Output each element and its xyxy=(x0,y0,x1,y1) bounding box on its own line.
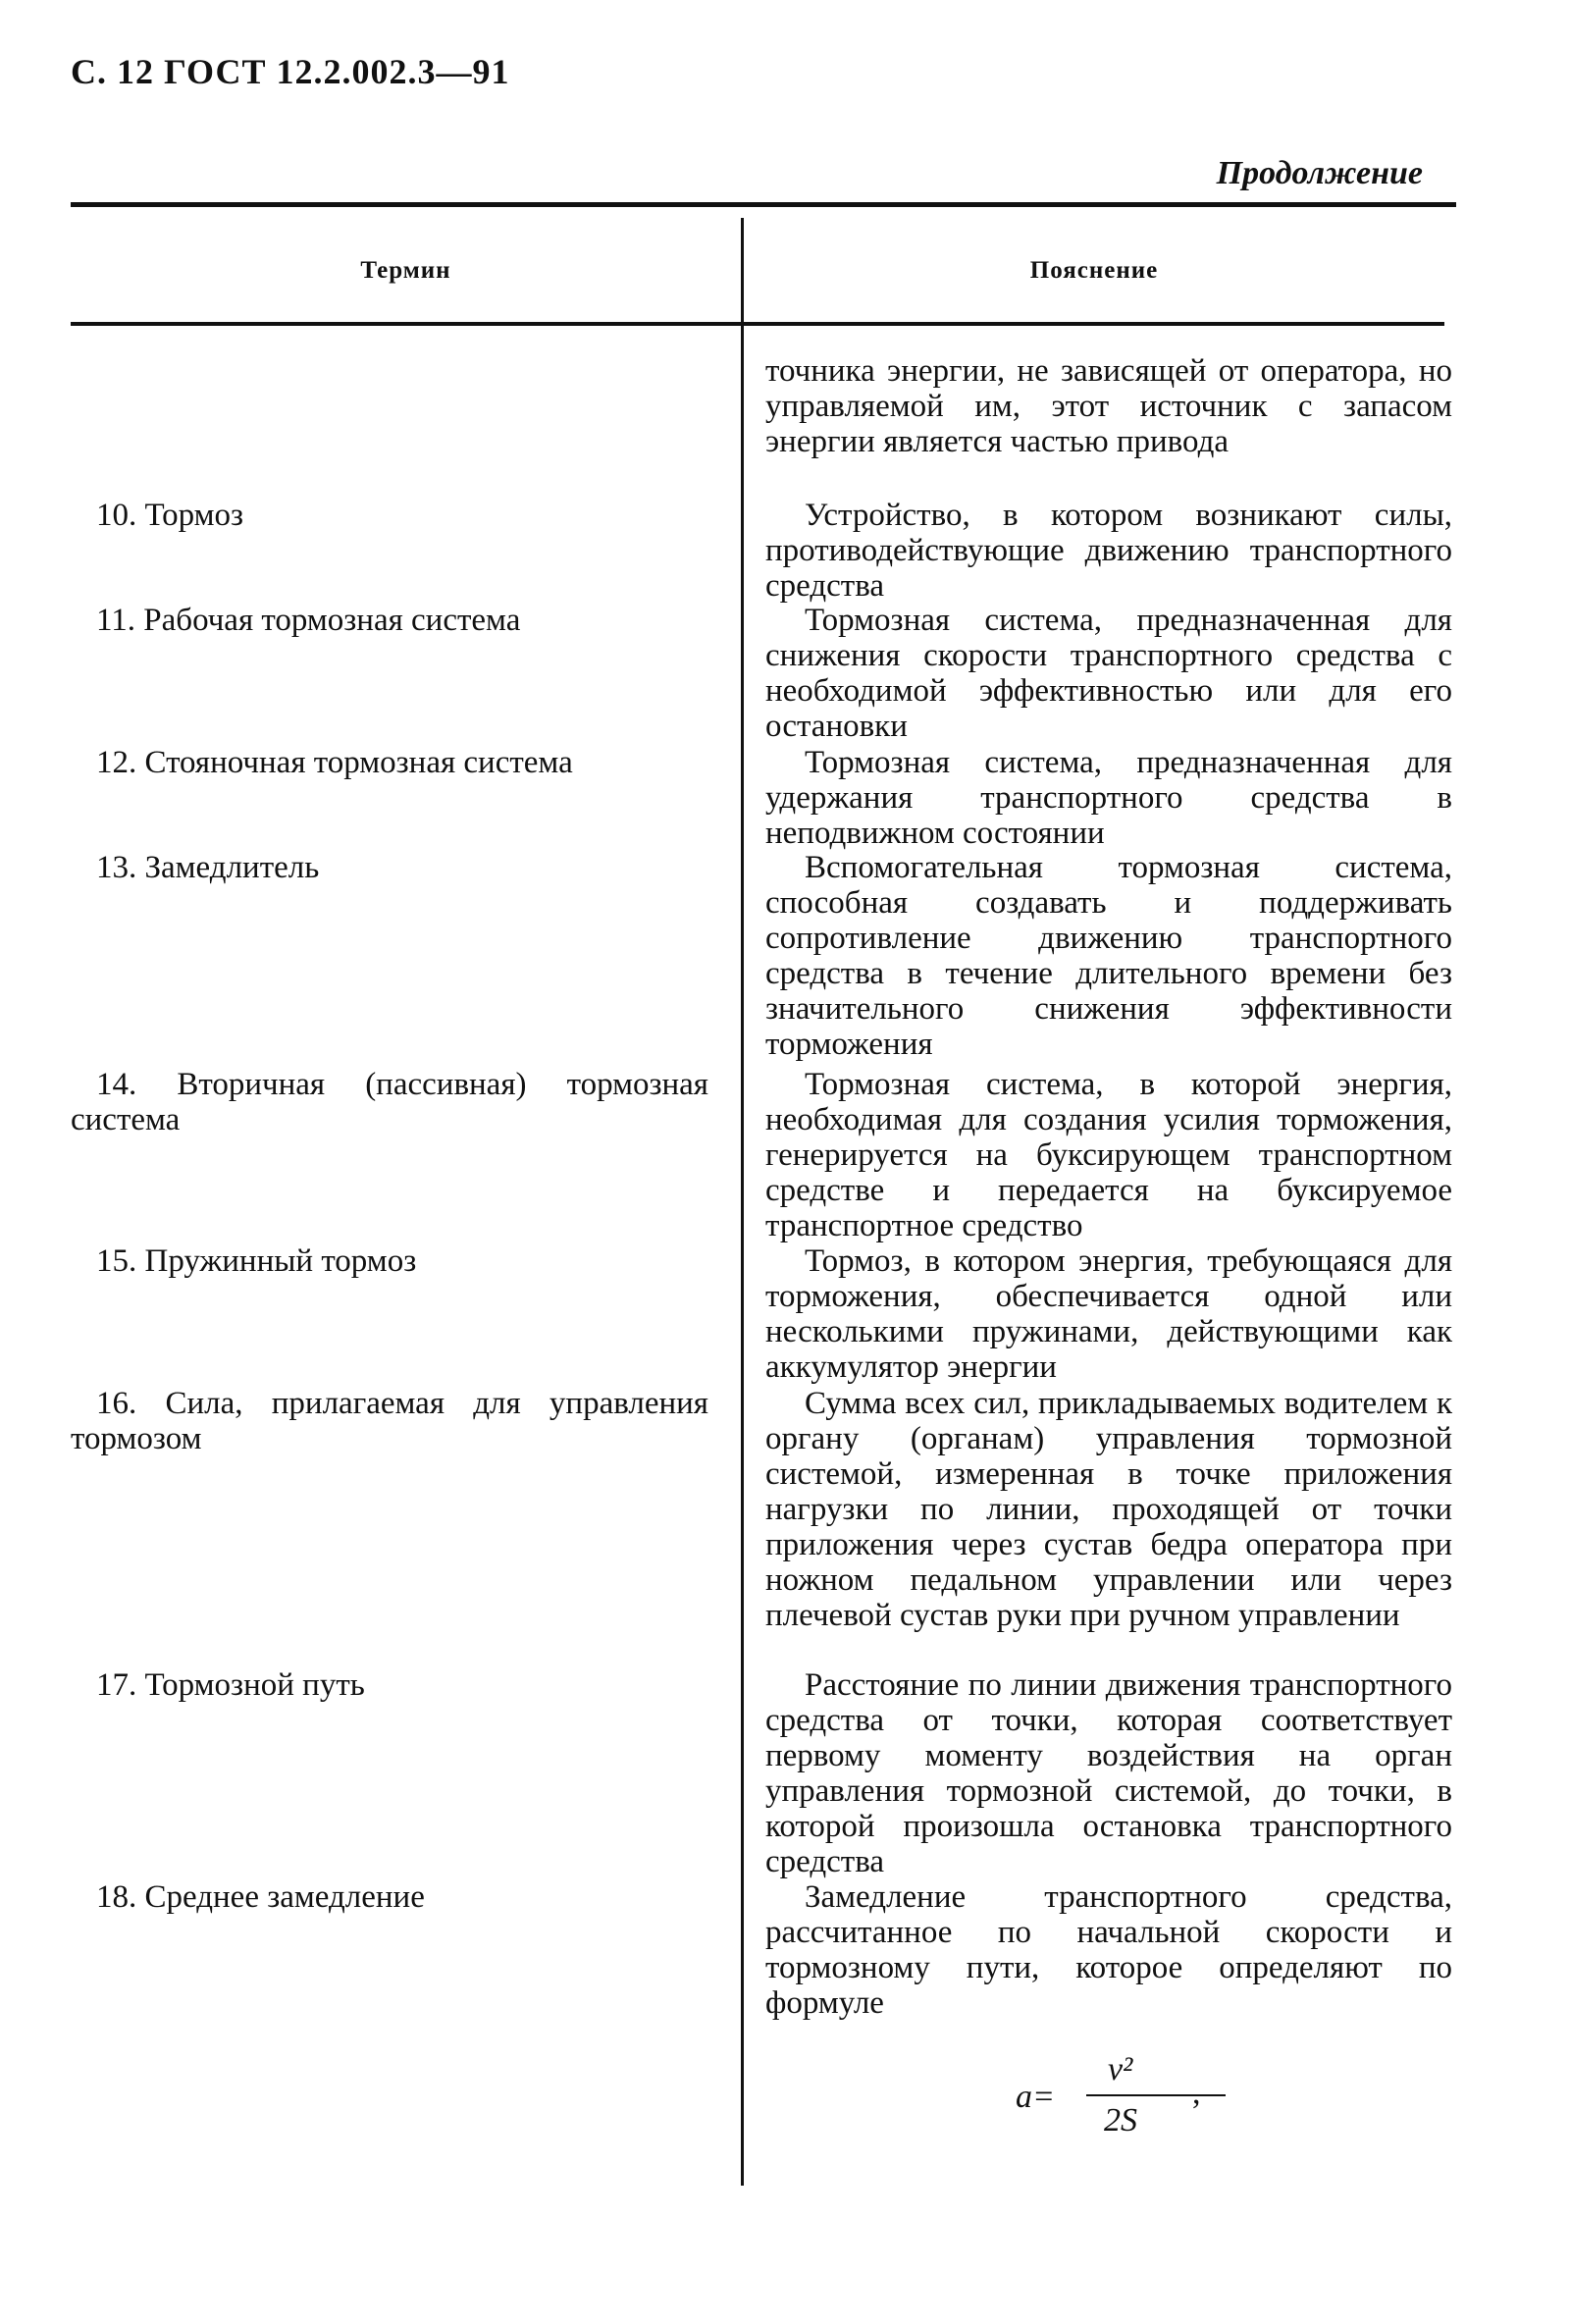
continued-label: Продолжение xyxy=(1216,155,1423,191)
column-divider xyxy=(741,218,744,2186)
term-10: 10. Тормоз xyxy=(96,498,244,533)
table-top-rule xyxy=(71,202,1456,207)
formula-fraction-bar xyxy=(1086,2094,1226,2096)
term-11: 11. Рабочая тормозная система xyxy=(96,603,521,638)
explanation-14: Тормозная система, в которой энергия, необходимая для создания усилия торможения, генерируется на буксирующем транспортном средстве и передается на буксируемое транспортное средство xyxy=(765,1067,1452,1243)
explanation-12: Тормозная система, предназначенная для удержания транспортного средства в неподвижном состоянии xyxy=(765,745,1452,851)
explanation-15: Тормоз, в котором энергия, требующаяся для торможения, обеспечивается одной или несколькими пружинами, действующими как аккумулятор энергии xyxy=(765,1243,1452,1385)
formula-numerator: v² xyxy=(1108,2051,1133,2087)
formula-lhs: a= xyxy=(1016,2079,1055,2115)
term-13: 13. Замедлитель xyxy=(96,850,320,885)
term-17: 17. Тормозной путь xyxy=(96,1667,365,1703)
formula-denominator: 2S xyxy=(1104,2102,1137,2139)
page-header: С. 12 ГОСТ 12.2.002.3—91 xyxy=(71,52,510,91)
term-18: 18. Среднее замедление xyxy=(96,1879,425,1915)
explanation-16: Сумма всех сил, прикладываемых водителем к органу (органам) управления тормозной системой, измеренная в точке приложения нагрузки по линии, проходящей от точки приложения через сустав бедра оператора при ножном педальном управлении или через плечевой сустав руки при ручном управлении xyxy=(765,1386,1452,1633)
explanation-10: Устройство, в котором возникают силы, противодействующие движению транспортного средства xyxy=(765,498,1452,604)
table-header-rule xyxy=(71,322,1444,326)
deceleration-formula xyxy=(1016,2051,1212,2139)
explanation-13: Вспомогательная тормозная система, способная создавать и поддерживать сопротивление движению транспортного средства в течение длительного времени без значительного снижения эффективности торможения xyxy=(765,850,1452,1062)
explanation-18: Замедление транспортного средства, рассчитанное по начальной скорости и тормозному пути, которое определяют по формуле xyxy=(765,1879,1452,2021)
column-header-explanation: Пояснение xyxy=(1029,257,1159,284)
explanation-11: Тормозная система, предназначенная для снижения скорости транспортного средства с необходимой эффективностью или для его остановки xyxy=(765,603,1452,744)
term-14: 14. Вторичная (пассивная) тормозная система xyxy=(71,1067,708,1137)
term-16: 16. Сила, прилагаемая для управления тормозом xyxy=(71,1386,708,1456)
term-12: 12. Стояночная тормозная система xyxy=(96,745,573,780)
term-15: 15. Пружинный тормоз xyxy=(96,1243,417,1279)
column-header-term: Термин xyxy=(360,257,451,284)
continued-explanation: точника энергии, не зависящей от оператора, но управляемой им, этот источник с запасом энергии является частью привода xyxy=(765,353,1452,459)
explanation-17: Расстояние по линии движения транспортного средства от точки, которая соответствует первому моменту воздействия на орган управления тормозной системой, до точки, в которой произошла остановка транспортного средства xyxy=(765,1667,1452,1879)
formula-comma: , xyxy=(1192,2075,1201,2111)
